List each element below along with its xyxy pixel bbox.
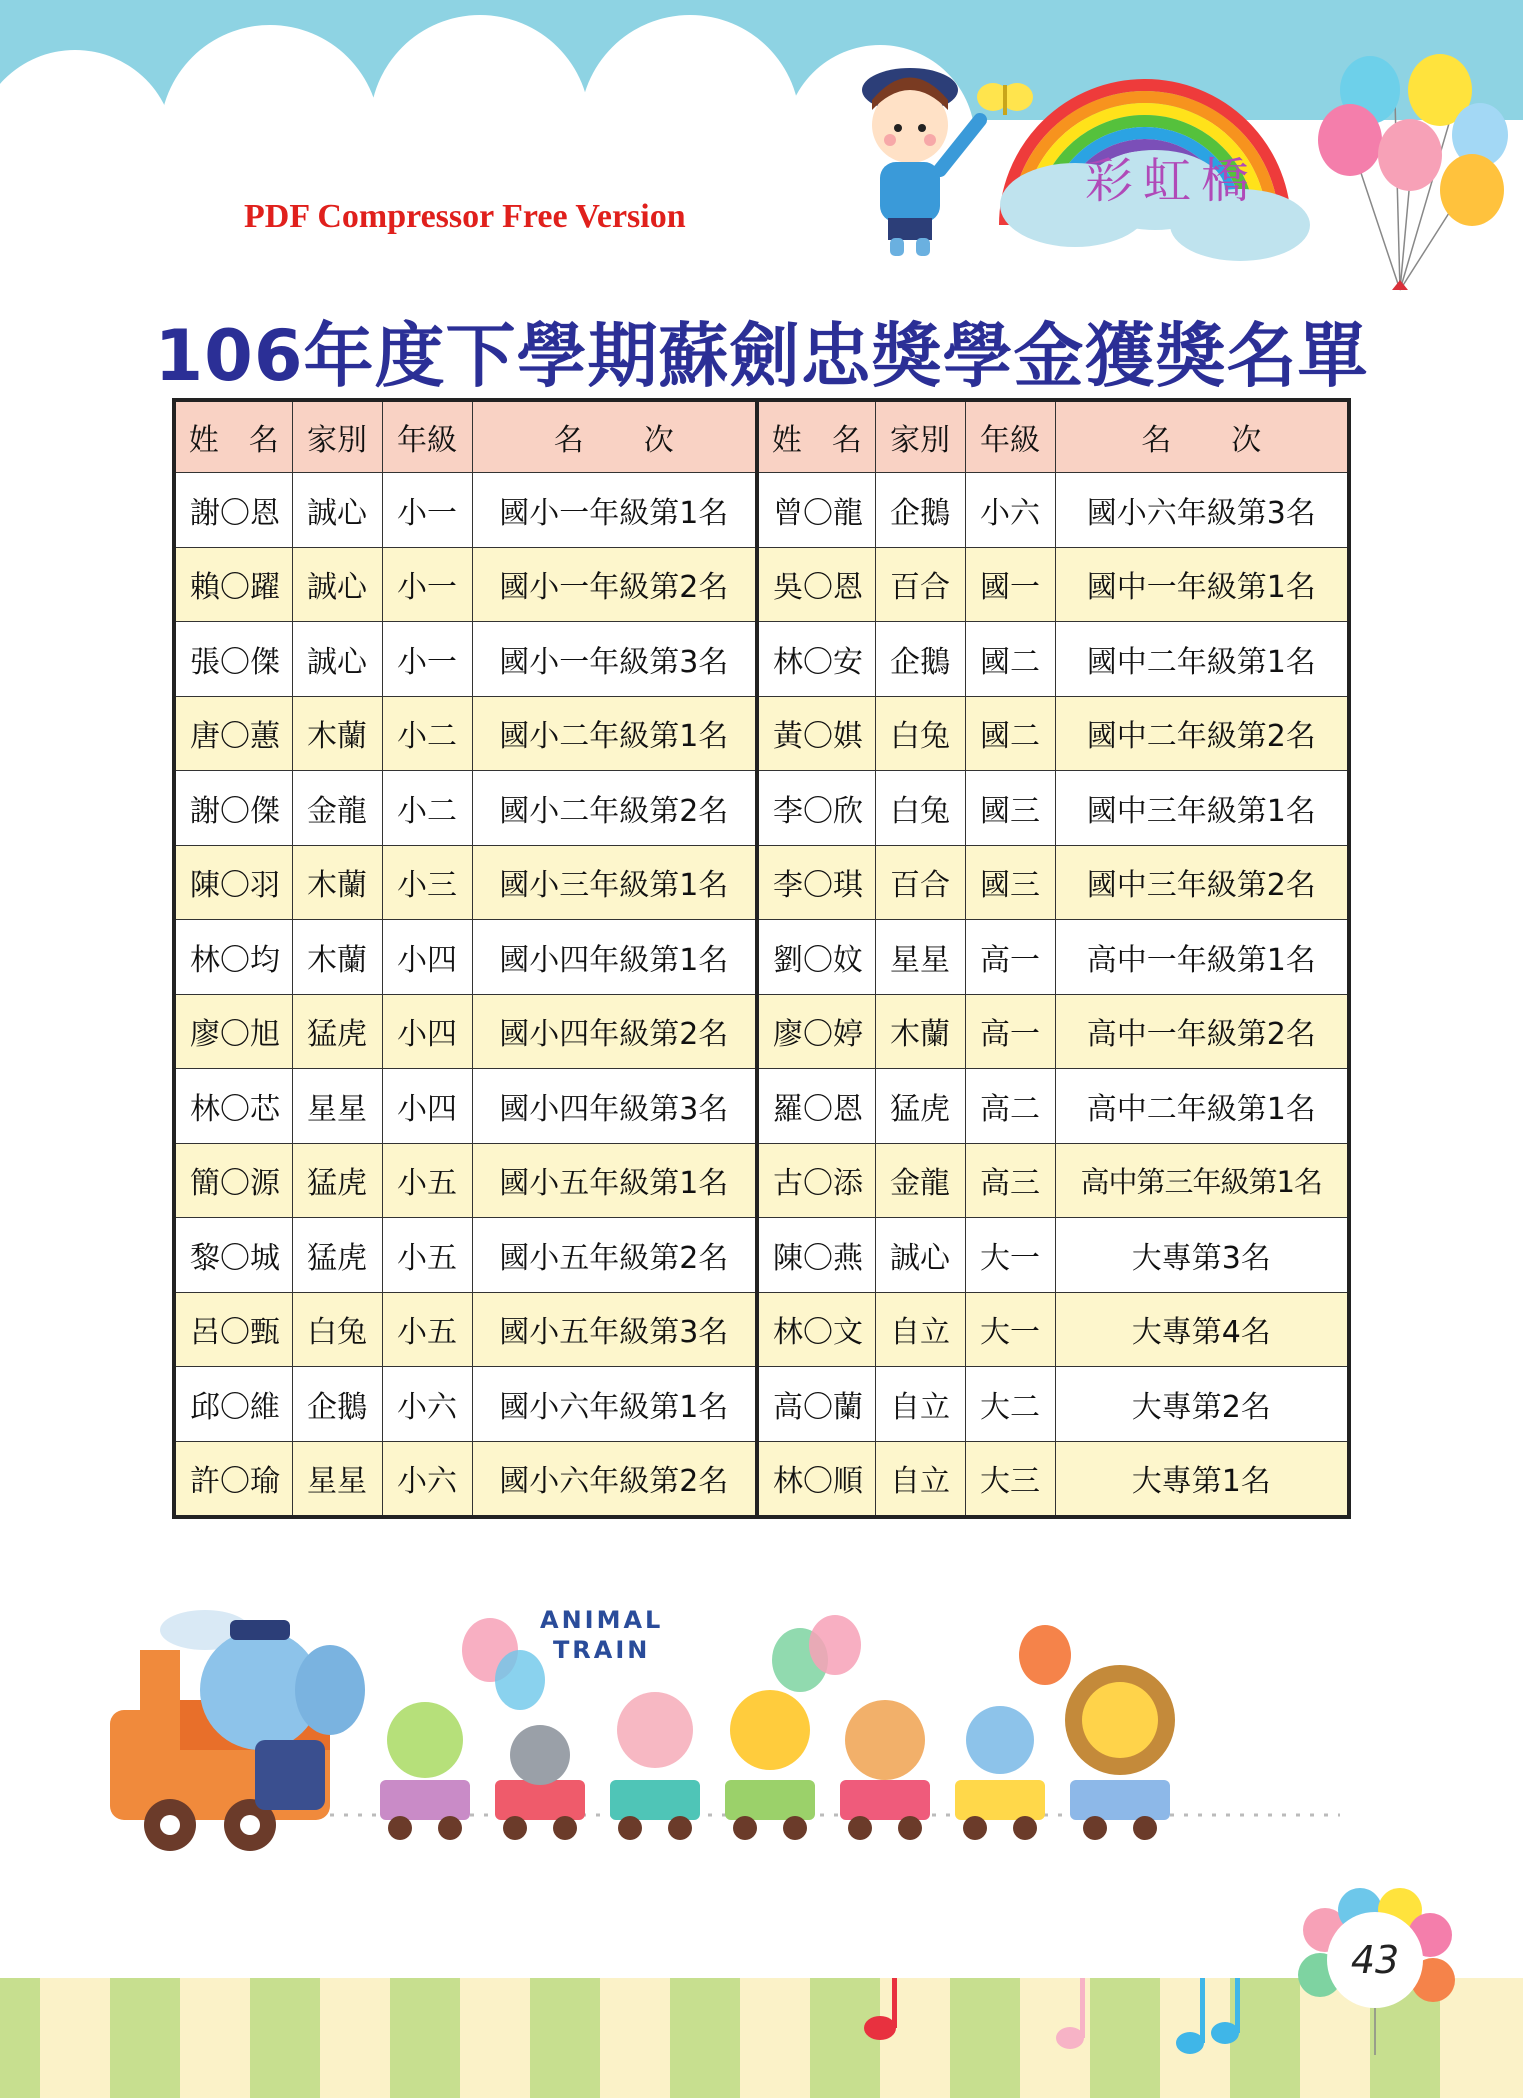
- cell-grade: 大三: [965, 1441, 1055, 1517]
- animal-train-label-line2: TRAIN: [552, 1636, 651, 1664]
- cell-house: 金龍: [875, 1143, 965, 1218]
- cell-grade: 國一: [965, 547, 1055, 622]
- table-row: [174, 994, 1349, 1069]
- header-name: 姓 名: [757, 400, 875, 473]
- page-number: 43: [1350, 1938, 1400, 1982]
- cell-house: 誠心: [875, 1218, 965, 1293]
- cell-winner-name: 林〇順: [757, 1441, 875, 1517]
- cell-grade: 小一: [382, 547, 472, 622]
- cell-grade: 國三: [965, 771, 1055, 846]
- cell-grade: 小六: [382, 1441, 472, 1517]
- cell-house: 自立: [875, 1441, 965, 1517]
- watermark-text: PDF Compressor Free Version: [244, 198, 686, 235]
- cell-winner-name: 李〇琪: [757, 845, 875, 920]
- cell-grade: 高一: [965, 994, 1055, 1069]
- cell-winner-name: 陳〇燕: [757, 1218, 875, 1293]
- cell-rank: 國小五年級第3名: [472, 1292, 757, 1367]
- cell-grade: 高二: [965, 1069, 1055, 1144]
- header-rank: 名 次: [1055, 400, 1349, 473]
- cell-grade: 小五: [382, 1292, 472, 1367]
- cell-rank: 國中一年級第1名: [1055, 547, 1349, 622]
- cell-winner-name: 張〇傑: [174, 622, 292, 697]
- cell-house: 猛虎: [292, 1143, 382, 1218]
- cell-winner-name: 林〇安: [757, 622, 875, 697]
- cell-grade: 大一: [965, 1292, 1055, 1367]
- cell-rank: 國小四年級第1名: [472, 920, 757, 995]
- header-grade: 年級: [965, 400, 1055, 473]
- cell-grade: 高一: [965, 920, 1055, 995]
- cell-winner-name: 羅〇恩: [757, 1069, 875, 1144]
- cell-winner-name: 賴〇躍: [174, 547, 292, 622]
- header-house: 家別: [875, 400, 965, 473]
- cell-house: 白兔: [292, 1292, 382, 1367]
- cell-rank: 國小一年級第3名: [472, 622, 757, 697]
- table-row: [174, 696, 1349, 771]
- cell-grade: 小三: [382, 845, 472, 920]
- table-row: [174, 1069, 1349, 1144]
- cell-winner-name: 唐〇蕙: [174, 696, 292, 771]
- cell-rank: 高中二年級第1名: [1055, 1069, 1349, 1144]
- table-header-row: [174, 400, 1349, 473]
- rainbow-bridge-label: 彩虹橋: [1085, 153, 1260, 209]
- table-row: [174, 547, 1349, 622]
- cell-house: 企鵝: [875, 622, 965, 697]
- cell-rank: 國小三年級第1名: [472, 845, 757, 920]
- cell-house: 星星: [292, 1069, 382, 1144]
- cell-winner-name: 邱〇維: [174, 1367, 292, 1442]
- cell-grade: 國三: [965, 845, 1055, 920]
- cell-grade: 小一: [382, 622, 472, 697]
- cell-winner-name: 簡〇源: [174, 1143, 292, 1218]
- table-row: [174, 1367, 1349, 1442]
- cell-winner-name: 許〇瑜: [174, 1441, 292, 1517]
- table-row: [174, 920, 1349, 995]
- cell-house: 木蘭: [292, 845, 382, 920]
- cell-grade: 國二: [965, 696, 1055, 771]
- cell-rank: 高中一年級第1名: [1055, 920, 1349, 995]
- cell-grade: 大一: [965, 1218, 1055, 1293]
- cell-winner-name: 呂〇甄: [174, 1292, 292, 1367]
- cell-house: 猛虎: [292, 1218, 382, 1293]
- table-row: [174, 845, 1349, 920]
- cell-house: 自立: [875, 1292, 965, 1367]
- cell-rank: 國中二年級第2名: [1055, 696, 1349, 771]
- cell-house: 百合: [875, 547, 965, 622]
- header-house: 家別: [292, 400, 382, 473]
- cell-house: 星星: [292, 1441, 382, 1517]
- table-row: [174, 1441, 1349, 1517]
- table-row: [174, 771, 1349, 846]
- page-title: 106年度下學期蘇劍忠獎學金獲獎名單: [154, 315, 1369, 397]
- cell-house: 誠心: [292, 473, 382, 548]
- cell-winner-name: 謝〇恩: [174, 473, 292, 548]
- cell-grade: 小一: [382, 473, 472, 548]
- cell-house: 白兔: [875, 696, 965, 771]
- cell-winner-name: 林〇均: [174, 920, 292, 995]
- cell-grade: 國二: [965, 622, 1055, 697]
- cell-rank: 國小二年級第1名: [472, 696, 757, 771]
- cell-rank: 高中第三年級第1名: [1055, 1143, 1349, 1218]
- cell-winner-name: 劉〇妏: [757, 920, 875, 995]
- cell-house: 木蘭: [875, 994, 965, 1069]
- cell-rank: 國小一年級第2名: [472, 547, 757, 622]
- cell-rank: 國小四年級第3名: [472, 1069, 757, 1144]
- cell-grade: 小四: [382, 1069, 472, 1144]
- cell-winner-name: 高〇蘭: [757, 1367, 875, 1442]
- cell-house: 猛虎: [875, 1069, 965, 1144]
- cell-rank: 國小五年級第1名: [472, 1143, 757, 1218]
- cell-rank: 國小二年級第2名: [472, 771, 757, 846]
- cell-rank: 國中三年級第2名: [1055, 845, 1349, 920]
- cell-winner-name: 林〇文: [757, 1292, 875, 1367]
- cell-winner-name: 吳〇恩: [757, 547, 875, 622]
- cell-grade: 小四: [382, 994, 472, 1069]
- cell-rank: 國中二年級第1名: [1055, 622, 1349, 697]
- cell-rank: 國小六年級第2名: [472, 1441, 757, 1517]
- table-row: [174, 1218, 1349, 1293]
- cell-winner-name: 古〇添: [757, 1143, 875, 1218]
- scholarship-table: [172, 398, 1351, 1519]
- table-row: [174, 1292, 1349, 1367]
- cell-grade: 小二: [382, 696, 472, 771]
- cell-house: 企鵝: [875, 473, 965, 548]
- cell-rank: 國小四年級第2名: [472, 994, 757, 1069]
- cell-winner-name: 謝〇傑: [174, 771, 292, 846]
- cell-rank: 大專第4名: [1055, 1292, 1349, 1367]
- cell-house: 誠心: [292, 547, 382, 622]
- balloons-illustration: [1300, 40, 1510, 300]
- cell-rank: 大專第2名: [1055, 1367, 1349, 1442]
- cell-grade: 小五: [382, 1218, 472, 1293]
- cell-winner-name: 李〇欣: [757, 771, 875, 846]
- animal-train-label: [540, 1605, 663, 1665]
- table-row: [174, 622, 1349, 697]
- cell-rank: 高中一年級第2名: [1055, 994, 1349, 1069]
- cell-house: 百合: [875, 845, 965, 920]
- cell-grade: 小六: [965, 473, 1055, 548]
- table-row: [174, 473, 1349, 548]
- cell-house: 金龍: [292, 771, 382, 846]
- cell-house: 猛虎: [292, 994, 382, 1069]
- cell-winner-name: 林〇芯: [174, 1069, 292, 1144]
- header-grade: 年級: [382, 400, 472, 473]
- cell-winner-name: 陳〇羽: [174, 845, 292, 920]
- animal-train-illustration: [110, 1580, 1370, 1870]
- cell-winner-name: 廖〇旭: [174, 994, 292, 1069]
- animal-train-label-line1: ANIMAL: [540, 1606, 664, 1634]
- cell-house: 星星: [875, 920, 965, 995]
- cell-rank: 大專第1名: [1055, 1441, 1349, 1517]
- cell-rank: 國小六年級第1名: [472, 1367, 757, 1442]
- cell-house: 木蘭: [292, 696, 382, 771]
- cell-rank: 國小一年級第1名: [472, 473, 757, 548]
- cell-grade: 小六: [382, 1367, 472, 1442]
- cell-rank: 國小六年級第3名: [1055, 473, 1349, 548]
- cell-rank: 國中三年級第1名: [1055, 771, 1349, 846]
- cell-house: 自立: [875, 1367, 965, 1442]
- cell-house: 白兔: [875, 771, 965, 846]
- cell-grade: 小二: [382, 771, 472, 846]
- cell-house: 誠心: [292, 622, 382, 697]
- cell-grade: 高三: [965, 1143, 1055, 1218]
- cell-house: 企鵝: [292, 1367, 382, 1442]
- table-row: [174, 1143, 1349, 1218]
- cell-grade: 小五: [382, 1143, 472, 1218]
- cell-winner-name: 黎〇城: [174, 1218, 292, 1293]
- header-rank: 名 次: [472, 400, 757, 473]
- cell-house: 木蘭: [292, 920, 382, 995]
- cell-rank: 大專第3名: [1055, 1218, 1349, 1293]
- cell-grade: 大二: [965, 1367, 1055, 1442]
- cell-winner-name: 黃〇娸: [757, 696, 875, 771]
- cell-winner-name: 曾〇龍: [757, 473, 875, 548]
- cell-grade: 小四: [382, 920, 472, 995]
- header-name: 姓 名: [174, 400, 292, 473]
- cell-rank: 國小五年級第2名: [472, 1218, 757, 1293]
- cell-winner-name: 廖〇婷: [757, 994, 875, 1069]
